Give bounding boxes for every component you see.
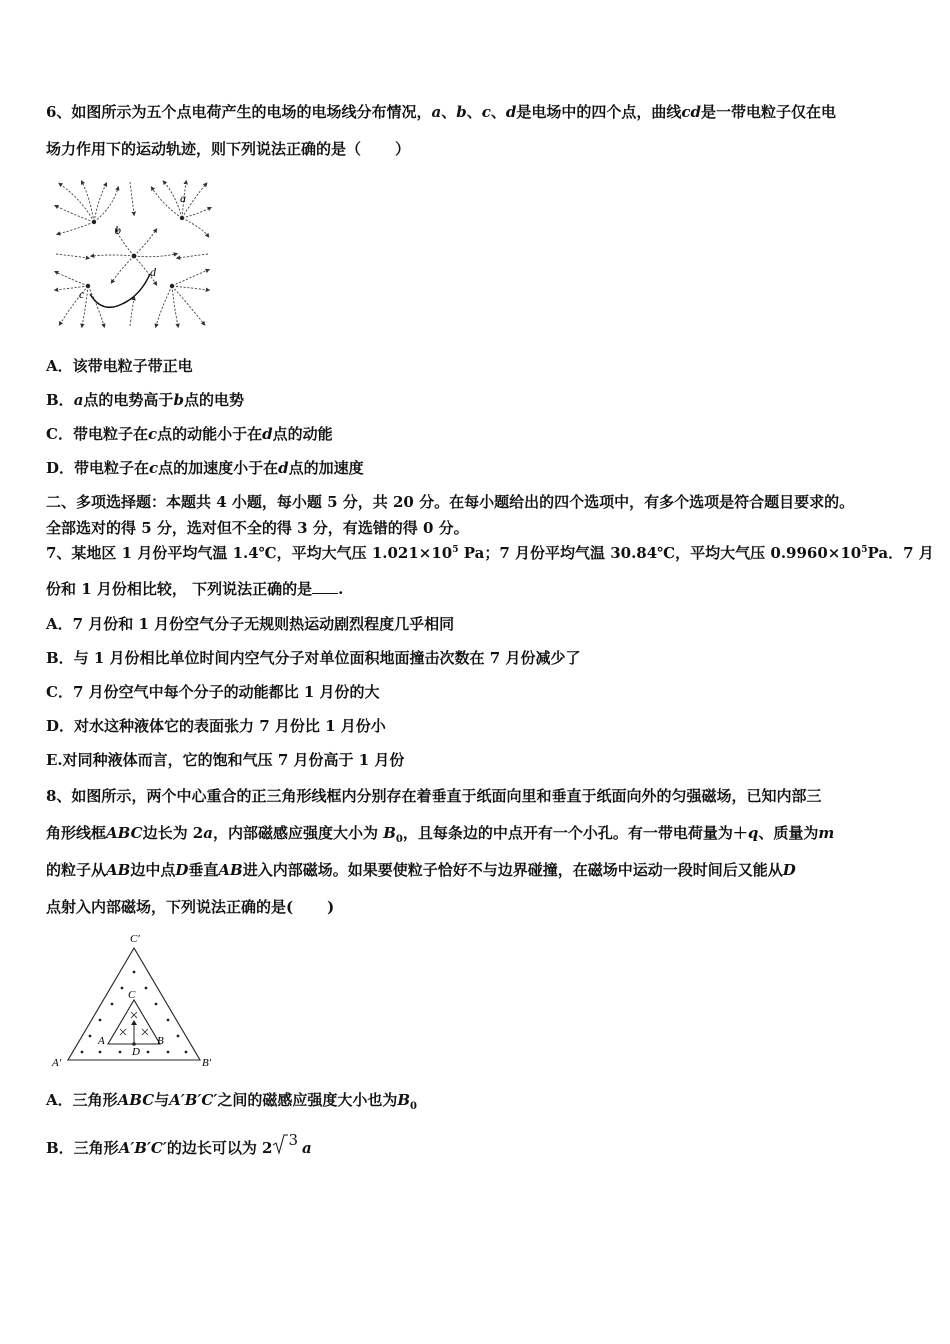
q8-triangle-figure <box>48 928 218 1072</box>
label-c: C <box>128 989 136 1001</box>
q7-option-d[interactable]: D．对水这种液体它的表面张力 7 月份比 1 月份小 <box>46 717 386 735</box>
section2-heading-line1: 二、多项选择题：本题共 4 小题，每小题 5 分，共 20 分。在每小题给出的四个选项中，有多个选项是符合题目要求的。 <box>46 493 855 511</box>
arrow-head <box>131 1020 137 1025</box>
label-c: c <box>79 287 85 301</box>
label-b: B <box>157 1035 164 1047</box>
q6-option-c[interactable]: C．带电粒子在c点的动能小于在d点的动能 <box>46 425 333 443</box>
q8-stem-line2: 角形线框ABC边长为 2a，内部磁感应强度大小为 $B_0$，且每条边的中点开有一个小孔。有一带电荷量为＋q、质量为m <box>46 824 835 845</box>
label-a: a <box>180 191 186 205</box>
label-d: D <box>132 1046 140 1058</box>
label-c-prime: C′ <box>130 933 140 945</box>
q8-stem-line4: 点射入内部磁场，下列说法正确的是( ) <box>46 898 335 916</box>
q8-stem-line1: 8、如图所示，两个中心重合的正三角形线框内分别存在着垂直于纸面向里和垂直于纸面向外的匀强磁场，已知内部三 <box>46 787 822 805</box>
q6-stem-line1: 6、如图所示为五个点电荷产生的电场的电场线分布情况，a、b、c、d是电场中的四个点，曲线cd是一带电粒子仅在电 <box>46 103 837 121</box>
q8-option-b[interactable]: B．三角形A′B′C′的边长可以为 2 3 a <box>46 1131 312 1157</box>
answer-blank[interactable] <box>312 579 338 594</box>
section2-heading-line2: 全部选对的得 5 分，选对但不全的得 3 分，有选错的得 0 分。 <box>46 519 469 537</box>
q7-option-b[interactable]: B．与 1 月份相比单位时间内空气分子对单位面积地面撞击次数在 7 月份减少了 <box>46 649 581 667</box>
q6-stem-line2: 场力作用下的运动轨迹，则下列说法正确的是（ ） <box>46 140 411 158</box>
label-b-prime: B′ <box>202 1057 212 1069</box>
label-b: b <box>115 223 121 237</box>
q6-field-line-figure <box>52 178 212 330</box>
q7-option-a[interactable]: A．7 月份和 1 月份空气分子无规则热运动剧烈程度几乎相同 <box>46 615 455 633</box>
q7-stem-line2: 份和 1 月份相比较， 下列说法正确的是 . <box>46 580 344 598</box>
q6-option-b[interactable]: B．a点的电势高于b点的电势 <box>46 391 244 409</box>
particle-trajectory <box>90 274 150 307</box>
point-charges <box>86 216 184 288</box>
q7-option-c[interactable]: C．7 月份空气中每个分子的动能都比 1 月份的大 <box>46 683 380 701</box>
label-a: A <box>98 1035 105 1047</box>
q6-option-a[interactable]: A．该带电粒子带正电 <box>46 357 193 375</box>
q8-option-a[interactable]: A．三角形ABC与A′B′C′之间的磁感应强度大小也为$B_0$ <box>46 1091 417 1112</box>
q7-option-e[interactable]: E.对同种液体而言，它的饱和气压 7 月份高于 1 月份 <box>46 751 405 769</box>
q8-stem-line3: 的粒子从AB边中点D垂直AB进入内部磁场。如果要使粒子恰好不与边界碰撞，在磁场中运动一段时间后又能从D <box>46 861 796 879</box>
label-a-prime: A′ <box>52 1057 62 1069</box>
q7-stem-line1: 7、某地区 1 月份平均气温 1.4℃，平均大气压 $1.021\times 10^5$ Pa；7 月份平均气温 30.84℃，平均大气压 $0.9960\times 10^5Pa$．7 月 <box>46 544 934 562</box>
sqrt-symbol: 3 <box>272 1133 298 1159</box>
q6-option-d[interactable]: D．带电粒子在c点的加速度小于在d点的加速度 <box>46 459 364 477</box>
label-d: d <box>150 265 156 279</box>
